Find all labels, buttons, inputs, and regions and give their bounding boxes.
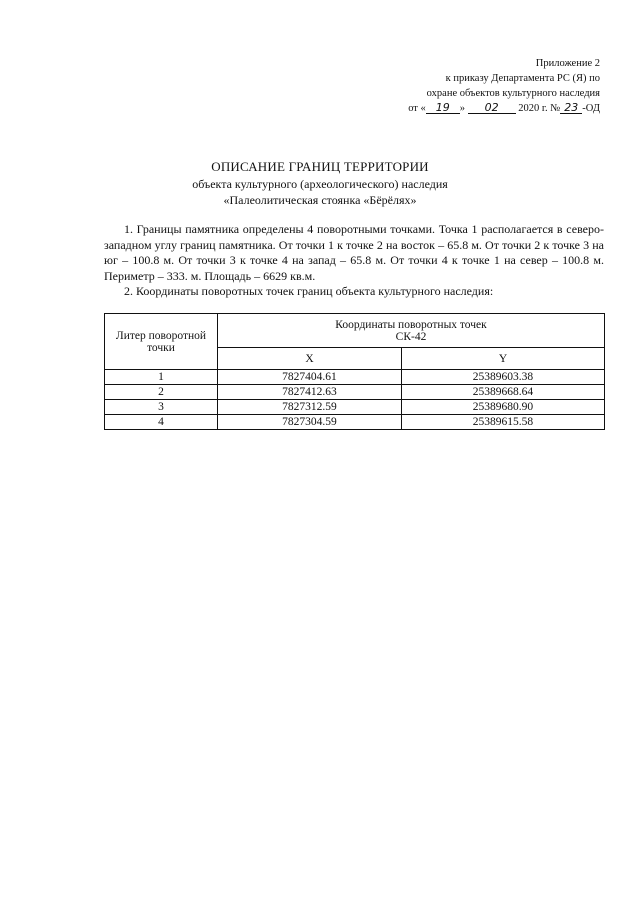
date-prefix: от « <box>408 103 426 114</box>
x-cell: 7827304.59 <box>218 415 402 430</box>
x-cell: 7827404.61 <box>218 370 402 385</box>
table-row <box>105 415 605 430</box>
order-suffix: -ОД <box>582 103 600 114</box>
handwritten-order-number: 23 <box>560 102 582 114</box>
appendix-header <box>408 56 600 116</box>
point-cell: 1 <box>105 370 218 385</box>
handwritten-day: 19 <box>426 102 460 114</box>
y-cell: 25389615.58 <box>401 415 604 430</box>
table-header-row <box>105 314 605 348</box>
point-cell: 2 <box>105 385 218 400</box>
paragraph-coordinates-intro: 2. Координаты поворотных точек границ объекта культурного наследия: <box>124 284 494 299</box>
title-main: ОПИСАНИЕ ГРАНИЦ ТЕРРИТОРИИ <box>211 159 429 174</box>
y-cell: 25389680.90 <box>401 400 604 415</box>
title-site-name: «Палеолитическая стоянка «Бёрёлях» <box>223 193 417 207</box>
appendix-label: Приложение 2 <box>535 58 600 69</box>
title-object: объекта культурного (археологического) наследия <box>192 177 448 191</box>
coordinates-header <box>218 314 605 348</box>
y-cell: 25389668.64 <box>401 385 604 400</box>
y-cell: 25389603.38 <box>401 370 604 385</box>
point-cell: 4 <box>105 415 218 430</box>
x-cell: 7827412.63 <box>218 385 402 400</box>
date-year: 2020 г. № <box>518 103 561 114</box>
table-row <box>105 385 605 400</box>
order-reference: к приказу Департамента РС (Я) по <box>445 73 600 84</box>
x-column-header: X <box>218 348 402 370</box>
coordinate-system-label: СК-42 <box>395 330 427 343</box>
point-column-header: Литер поворотной точки <box>105 314 218 370</box>
y-column-header: Y <box>401 348 604 370</box>
table-row <box>105 370 605 385</box>
document-body <box>104 222 604 300</box>
date-mid: » <box>459 103 466 114</box>
table-row <box>105 400 605 415</box>
document-title <box>0 158 640 208</box>
paragraph-boundaries: 1. Границы памятника определены 4 поворотными точками. Точка 1 располагается в северо-западном углу границ памятника. От точки 1 к точке 2 на восток – 65.8 м. От точки 2 к точке 3 на юг – 100.8 м. От точки 3 к точке 4 на запад – 65.8 м. От точки 4 к точке 1 на север – 100.8 м. Периметр – 333. м. Площадь – 6629 кв.м. <box>104 222 604 283</box>
x-cell: 7827312.59 <box>218 400 402 415</box>
coordinates-table <box>104 313 605 430</box>
coordinates-header-title: Координаты поворотных точек <box>335 318 487 331</box>
handwritten-month: 02 <box>468 102 516 114</box>
department-name: охране объектов культурного наследия <box>426 88 600 99</box>
order-date-line <box>408 101 600 116</box>
point-cell: 3 <box>105 400 218 415</box>
